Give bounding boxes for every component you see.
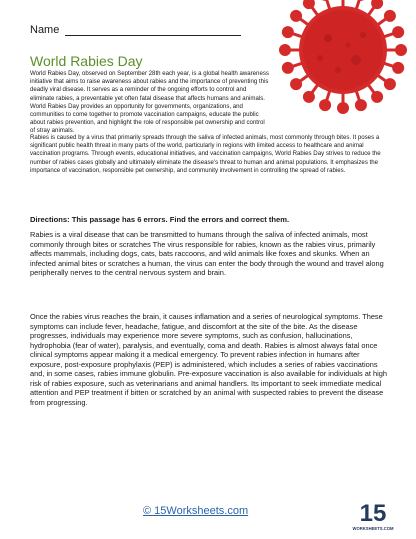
- footer-copyright-link[interactable]: © 15Worksheets.com: [143, 505, 249, 517]
- name-row: [30, 24, 241, 36]
- name-label: Name: [30, 24, 60, 36]
- logo-icon: [352, 497, 394, 533]
- passage-paragraph-2: Once the rabies virus reaches the brain, it causes inflamation and a series of neurological symptoms. These symptoms can include fever, headache, fatigue, and discomfort at the site of the bite. As the disease progresses, individuals may experience more severe symptoms, such as confusion, hallucinations, hydrophobia (fear of water), paralysis, and eventually, coma and death. Rabies is almost always fatal once clinical symptoms appear making it a medical emergency. To prevent rabies infection in humans after exposure, post-exposure prophylaxis (PEP) is administered, which includes a series of rabies vaccinations and, in some cases, rabies immune globulin. Pre-exposure vaccination is also available for individuals at high risk of rabies exposure, such as veterinarians and animal handlers. Its important to seek immediate medical attention and PEP treatment if bitten or scratched by an animal with suspected rabies to prevent the disease from progressing.: [30, 312, 387, 407]
- logo-caption: WORKSHEETS.COM: [352, 526, 394, 531]
- virus-illustration: [268, 0, 416, 125]
- passage-paragraph-1: Rabies is a viral disease that can be transmitted to humans through the saliva of infected animals, most commonly through bites or scratches The virus responsible for rabies, known as the rabies virus, primarily affects mammals, including dogs, cats, bats raccoons, and wild animals like foxes and skunks. When an infected animal bites or scratches a human, the virus can enter the body through the wound and travel along peripherally nerves to the central nervous system and brain.: [30, 230, 384, 277]
- directions-text: Directions: This passage has 6 errors. Find the errors and correct them.: [30, 215, 290, 224]
- rabies-cause-paragraph: Rabies is caused by a virus that primarily spreads through the saliva of infected animals, most commonly through bites. It poses a significant public health threat in many parts of the world, particularly in regions with limited access to healthcare and animal vaccination programs. Through events, educational initiatives, and vaccination campaigns, World Rabies Day strives to reduce the number of rabies cases globally and ultimately eliminate the disease's threat to human and animal populations. It emphasizes the importance of vaccination, responsible pet ownership, and community involvement in controlling the spread of rabies.: [30, 134, 381, 174]
- page-title: World Rabies Day: [30, 53, 143, 69]
- rabies-virus-icon: [268, 0, 416, 125]
- worksheets-logo: [352, 497, 394, 533]
- name-blank-line[interactable]: [65, 25, 241, 36]
- intro-paragraph: World Rabies Day, observed on September 28th each year, is a global health awareness initiative that aims to raise awareness about rabies and the importance of preventing this deadly viral disease. It serves as a reminder of the ongoing efforts to control and eliminate rabies, a preventable yet often fatal disease that affects humans and animals. World Rabies Day provides an opportunity for governments, organizations, and communities to come together to promote vaccination campaigns, educate the public about rabies prevention, and highlight the role of responsible pet ownership and control of stray animals.: [30, 70, 269, 135]
- logo-number: 15: [359, 500, 387, 527]
